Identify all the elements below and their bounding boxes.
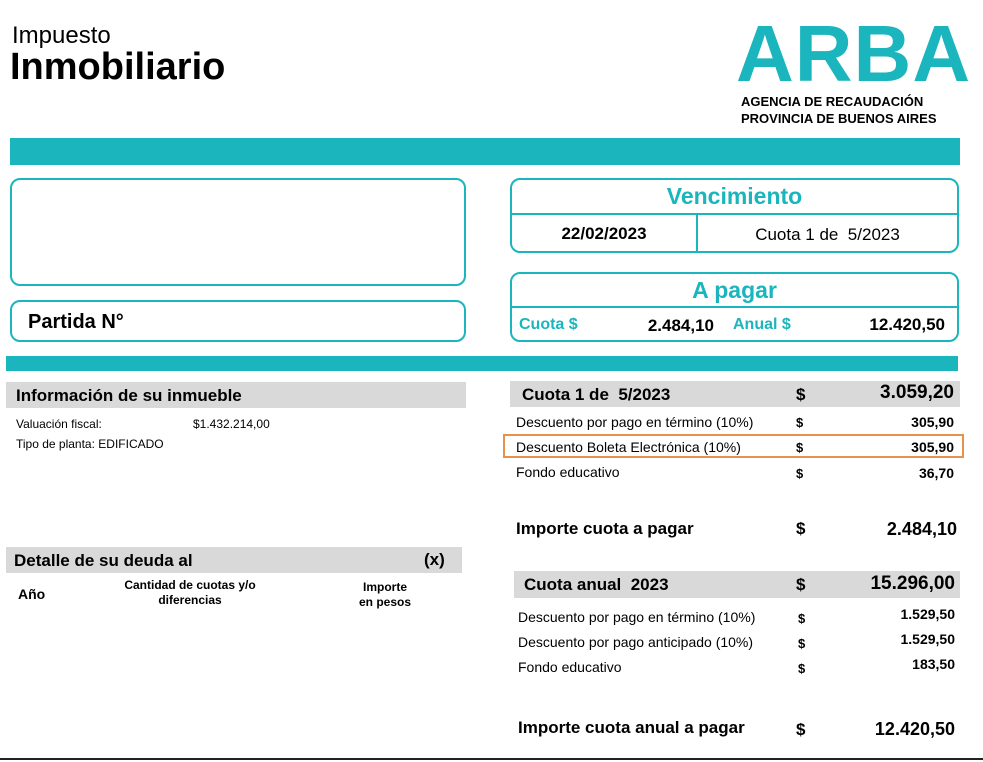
arba-logo: ARBA [736, 9, 972, 98]
deuda-title: Detalle de su deuda al [14, 551, 193, 570]
cuota1-row-highlighted [503, 434, 964, 458]
cuota1-header [510, 381, 960, 407]
vencimiento-divider [512, 213, 957, 215]
a-pagar-anual-label: Anual $ [733, 316, 791, 333]
col-cantidad-1: Cantidad de cuotas y/o [124, 578, 256, 592]
cuota1-row-value: 305,90 [911, 439, 954, 455]
anual-importe-currency: $ [796, 720, 806, 739]
vencimiento-cuota: Cuota 1 de 5/2023 [755, 225, 900, 244]
agency-line-2: PROVINCIA DE BUENOS AIRES [741, 111, 937, 126]
vencimiento-box [510, 178, 959, 253]
a-pagar-cuota-value: 2.484,10 [647, 316, 714, 335]
cuota1-importe-value: 2.484,10 [886, 519, 957, 539]
deuda-x-mark: (x) [424, 550, 445, 569]
cuota1-total: 3.059,20 [880, 382, 954, 403]
anual-row-currency: $ [798, 661, 806, 676]
top-accent-bar [10, 138, 960, 165]
anual-row [510, 658, 960, 678]
cuota1-row-label: Descuento Boleta Electrónica (10%) [516, 439, 741, 455]
anual-row-value: 1.529,50 [900, 631, 955, 647]
anual-row [510, 608, 960, 628]
cuota1-row [510, 463, 960, 483]
partida-box [10, 300, 466, 342]
tax-type-title: Inmobiliario [10, 46, 226, 88]
cuota1-row-currency: $ [796, 466, 804, 481]
anual-row-label: Descuento por pago en término (10%) [518, 609, 756, 625]
bottom-rule [0, 758, 983, 760]
cuota1-row-label: Fondo educativo [516, 464, 620, 480]
anual-title: Cuota anual 2023 [524, 575, 669, 594]
agency-line-1: AGENCIA DE RECAUDACIÓN [741, 94, 924, 109]
partida-label: Partida N° [28, 311, 124, 333]
deuda-header [6, 547, 462, 573]
a-pagar-anual-value: 12.420,50 [869, 315, 945, 334]
tipo-planta: Tipo de planta: EDIFICADO [16, 437, 164, 451]
address-box [10, 178, 466, 286]
a-pagar-title: A pagar [692, 277, 777, 303]
cuota1-title: Cuota 1 de 5/2023 [522, 385, 671, 404]
cuota1-importe-label: Importe cuota a pagar [516, 519, 694, 538]
vencimiento-date: 22/02/2023 [561, 224, 647, 243]
anual-total: 15.296,00 [870, 573, 955, 594]
inmueble-title: Información de su inmueble [16, 386, 242, 405]
cuota1-row-currency: $ [796, 415, 804, 430]
anual-header [514, 571, 960, 598]
col-anio: Año [18, 586, 46, 602]
a-pagar-cuota-label: Cuota $ [519, 316, 578, 333]
cuota1-row [510, 413, 960, 433]
vencimiento-title: Vencimiento [666, 183, 803, 209]
cuota1-importe-currency: $ [796, 519, 806, 538]
middle-accent-bar [6, 356, 958, 371]
cuota1-row-value: 305,90 [911, 414, 954, 430]
valuacion-label: Valuación fiscal: [16, 417, 102, 431]
anual-row-currency: $ [798, 636, 806, 651]
tax-type-small: Impuesto [12, 22, 111, 49]
anual-row-label: Descuento por pago anticipado (10%) [518, 634, 754, 650]
a-pagar-divider [512, 306, 957, 308]
cuota1-row-label: Descuento por pago en término (10%) [516, 414, 754, 430]
cuota1-row-value: 36,70 [918, 465, 954, 481]
anual-currency: $ [796, 575, 806, 594]
anual-row-value: 1.529,50 [900, 606, 955, 622]
anual-row [510, 633, 960, 653]
inmueble-header [6, 382, 466, 408]
anual-row-value: 183,50 [912, 656, 955, 672]
anual-importe-value: 12.420,50 [874, 719, 955, 739]
a-pagar-box [510, 272, 959, 342]
col-importe-2: en pesos [358, 595, 412, 609]
col-importe-1: Importe [362, 580, 407, 594]
valuacion-value: $1.432.214,00 [193, 417, 270, 431]
anual-row-currency: $ [798, 611, 806, 626]
col-cantidad-2: diferencias [158, 593, 222, 607]
anual-row-label: Fondo educativo [518, 659, 622, 675]
cuota1-row-currency: $ [796, 440, 804, 455]
cuota1-currency: $ [796, 385, 806, 404]
anual-importe-label: Importe cuota anual a pagar [518, 718, 745, 737]
